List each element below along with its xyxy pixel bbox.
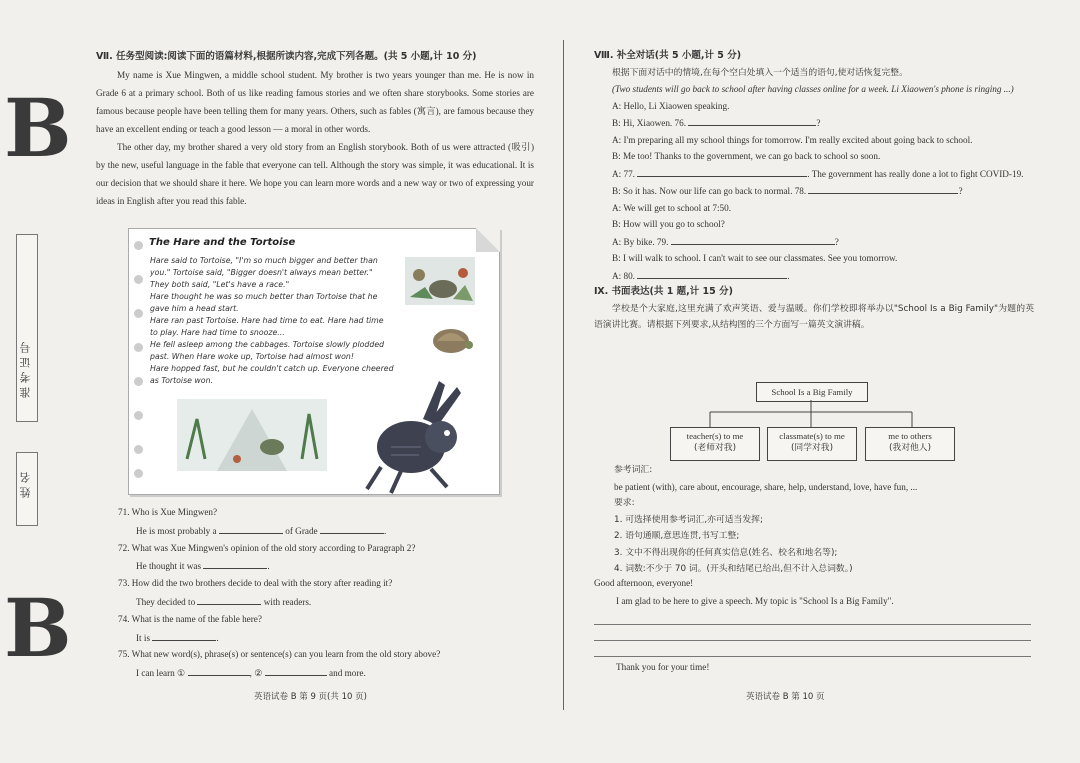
passage-paragraph-2: The other day, my brother shared a very old story from an English storybook. Both of us were attracted (吸引) by the new, useful language in the fable that everyone can tell. Although the story was simple, it was educational. It is our decision that we should share it here. We hope you can learn more words and a new way or two of expressing your ideas in English after you read this fable.	[96, 142, 534, 206]
fable-line: past. When Hare woke up, Tortoise had almost won!	[150, 352, 354, 361]
blank-80[interactable]	[637, 267, 787, 279]
answer-71-blank-1[interactable]	[219, 522, 283, 534]
binder-hole	[134, 241, 143, 250]
fable-line: to play. Hare had time to snooze...	[150, 328, 285, 337]
tortoise-illustration	[427, 321, 475, 357]
blank-77[interactable]	[637, 165, 807, 177]
speech-opening: I am glad to be here to give a speech. My topic is "School Is a Big Family".	[616, 596, 894, 606]
speech-closing: Thank you for your time!	[616, 662, 710, 672]
dialogue-text: A: 77.	[612, 168, 635, 179]
answer-71-text: He is most probably a	[136, 526, 217, 536]
requirement-item: 3. 文中不得出现你的任何真实信息(姓名、校名和地名等);	[614, 547, 838, 558]
answer-72	[136, 557, 270, 574]
section-7-heading: Ⅶ. 任务型阅读:阅读下面的语篇材料,根据所读内容,完成下列各题。(共 5 小题,计 10 分)	[96, 51, 477, 62]
vocab-label: 参考词汇:	[614, 465, 653, 475]
name-label: 姓名	[19, 468, 32, 498]
fable-line: you." Tortoise said, "Bigger doesn't always mean better."	[150, 268, 373, 277]
answer-72-text: He thought it was	[136, 561, 202, 571]
dialogue-text: . The government has really done a lot to fight COVID-19.	[807, 168, 1024, 179]
binder-hole	[134, 275, 143, 284]
mindmap-box-classmates	[767, 427, 857, 461]
answer-75-text: and more.	[329, 668, 366, 678]
answer-74-text: .	[216, 633, 219, 643]
answer-74-text: It is	[136, 633, 151, 643]
question-71: 71. Who is Xue Mingwen?	[118, 507, 218, 517]
answer-73-text: They decided to	[136, 597, 196, 607]
animals-cheering-illustration	[405, 257, 475, 305]
dialogue-line: B: How will you go to school?	[612, 219, 725, 229]
fable-line: as Tortoise won.	[150, 376, 213, 385]
answer-71	[136, 522, 386, 539]
answer-73-blank[interactable]	[197, 593, 261, 605]
dialogue-line: A: By bike. 79. ?	[612, 233, 1034, 251]
hare-illustration	[361, 377, 481, 495]
answer-75-text: , ②	[249, 668, 263, 678]
dialogue-line: A: We will get to school at 7:50.	[612, 202, 732, 213]
writing-line[interactable]	[594, 640, 1031, 641]
answer-71-text: .	[383, 526, 387, 536]
page-footer-left: 英语试卷 B 第 9 页(共 10 页)	[254, 692, 367, 702]
section-8-heading: Ⅷ. 补全对话(共 5 小题,计 5 分)	[594, 50, 742, 61]
mindmap-connectors	[670, 400, 950, 428]
dialogue-text: B: Hi, Xiaowen. 76.	[612, 118, 687, 128]
fable-title: The Hare and the Tortoise	[149, 237, 296, 248]
binder-hole	[134, 309, 143, 318]
binder-hole	[134, 343, 143, 352]
section-9-heading: Ⅸ. 书面表达(共 1 题,计 15 分)	[594, 286, 733, 297]
dialogue-text: A: By bike. 79.	[612, 236, 669, 247]
answer-72-text: .	[267, 561, 270, 571]
section-9-instruction: 学校是个大家庭,这里充满了欢声笑语、爱与温暖。你们学校即将举办以"School Is a Big Family"为题的英语演讲比赛。请根据下列要求,从结构图的三个方面写一篇英文演讲稿。	[594, 303, 1034, 330]
binder-hole	[134, 469, 143, 478]
dialogue-text: B: So it has. Now our life can go back to normal. 78.	[612, 186, 807, 196]
reading-section	[96, 48, 534, 210]
answer-71-text: of Grade	[285, 526, 318, 536]
requirement-item: 1. 可选择使用参考词汇,亦可适当发挥;	[614, 514, 763, 525]
paper-version-letter-top: B	[4, 81, 72, 175]
question-75: 75. What new word(s), phrase(s) or sentence(s) can you learn from the old story above?	[118, 649, 441, 659]
binder-hole	[134, 377, 143, 386]
fable-line: Hare said to Tortoise, "I'm so much bigger and better than	[150, 256, 378, 265]
mindmap-center-box: School Is a Big Family	[756, 382, 868, 402]
vocab-list: be patient (with), care about, encourage, share, help, understand, love, have fun, ...	[614, 481, 918, 492]
answer-74	[136, 629, 219, 646]
dialogue-line: B: So it has. Now our life can go back to normal. 78. ?	[612, 182, 1034, 200]
mindmap-item-en: me to others	[888, 431, 932, 441]
dialogue-line: A: 80. .	[612, 267, 1034, 285]
binder-hole	[134, 445, 143, 454]
fable-text	[150, 255, 400, 387]
binder-hole	[134, 411, 143, 420]
answer-71-blank-2[interactable]	[320, 522, 387, 536]
answer-74-blank[interactable]	[152, 629, 219, 643]
passage-paragraph-1: My name is Xue Mingwen, a middle school student. My brother is two years younger than me. He is now in Grade 6 at a primary school. Both of us like reading famous stories and we often share storybooks. Some stories are famous because people have been telling them for many years. Others, such as fables (寓言), are famous because they have an excellent ending or teach a good lesson — a moral in other words.	[96, 70, 534, 134]
dialogue-text: A: 80.	[612, 270, 635, 281]
dialogue-line: A: Hello, Li Xiaowen speaking.	[612, 100, 730, 111]
fable-line: Hare thought he was so much better than Tortoise that he	[150, 292, 378, 301]
requirement-item: 2. 语句通顺,意思连贯,书写工整;	[614, 531, 740, 541]
dialogue-section	[594, 48, 1034, 334]
answer-75-blank-2[interactable]	[265, 664, 327, 676]
answer-73	[136, 593, 311, 610]
fable-line: Hare hopped fast, but he couldn't catch up. Everyone cheered	[150, 364, 394, 373]
question-72: 72. What was Xue Mingwen's opinion of the old story according to Paragraph 2?	[118, 543, 416, 553]
page-footer-right: 英语试卷 B 第 10 页	[746, 692, 825, 702]
page-fold-corner	[476, 228, 500, 252]
dialogue-line: B: Me too! Thanks to the government, we can go back to school so soon.	[612, 151, 881, 161]
mindmap-item-en: teacher(s) to me	[686, 431, 744, 441]
dialogue-line	[612, 165, 1034, 183]
section-8-instruction: 根据下面对话中的情境,在每个空白处填入一个适当的语句,使对话恢复完整。	[612, 67, 908, 78]
answer-75-blank-1[interactable]	[188, 664, 250, 676]
dialogue-line: A: I'm preparing all my school things for tomorrow. I'm really excited about going back to school.	[612, 134, 973, 145]
dialogue	[594, 98, 1034, 285]
paper-version-letter-bottom: B	[4, 581, 72, 675]
writing-line[interactable]	[594, 624, 1031, 625]
exam-number-label: 准考证号	[19, 338, 32, 398]
dialogue-scene: (Two students will go back to school after having classes online for a week. Li Xiaowen's phone is ringing ...)	[612, 84, 1014, 94]
mindmap-box-others	[865, 427, 955, 461]
answer-73-text: with readers.	[263, 597, 312, 607]
fable-line: He fell asleep among the cabbages. Tortoise slowly plodded	[150, 340, 385, 349]
mindmap-item-cn: (老师对我)	[693, 443, 737, 453]
answer-75	[136, 664, 366, 681]
fable-line: gave him a head start.	[150, 304, 239, 313]
mindmap-box-teachers	[670, 427, 760, 461]
dialogue-line: B: Hi, Xiaowen. 76. ?	[612, 114, 1034, 132]
dialogue-line: B: I will walk to school. I can't wait to see our classmates. See you tomorrow.	[612, 253, 898, 263]
fable-card	[128, 228, 500, 495]
requirement-item: 4. 词数:不少于 70 词。(开头和结尾已给出,但不计入总词数。)	[614, 564, 853, 574]
writing-requirements	[614, 462, 1034, 578]
blank-76[interactable]	[688, 114, 816, 126]
blank-79[interactable]	[671, 233, 835, 245]
answer-72-blank[interactable]	[203, 557, 270, 571]
question-74: 74. What is the name of the fable here?	[118, 614, 262, 624]
fable-line: Hare ran past Tortoise. Hare had time to eat. Hare had time	[150, 316, 384, 325]
blank-78[interactable]	[808, 182, 958, 194]
race-scene-illustration	[177, 399, 327, 471]
mindmap-item-cn: (同学对我)	[790, 443, 834, 453]
page-divider	[563, 40, 564, 710]
writing-line[interactable]	[594, 656, 1031, 657]
mindmap-item-cn: (我对他人)	[888, 443, 932, 453]
fable-line: They both said, "Let's have a race."	[150, 280, 290, 289]
requirements-label: 要求:	[614, 498, 635, 508]
speech-greeting: Good afternoon, everyone!	[594, 578, 694, 588]
question-73: 73. How did the two brothers decide to deal with the story after reading it?	[118, 578, 393, 588]
mindmap-item-en: classmate(s) to me	[779, 431, 845, 441]
answer-75-text: I can learn ①	[136, 668, 186, 678]
